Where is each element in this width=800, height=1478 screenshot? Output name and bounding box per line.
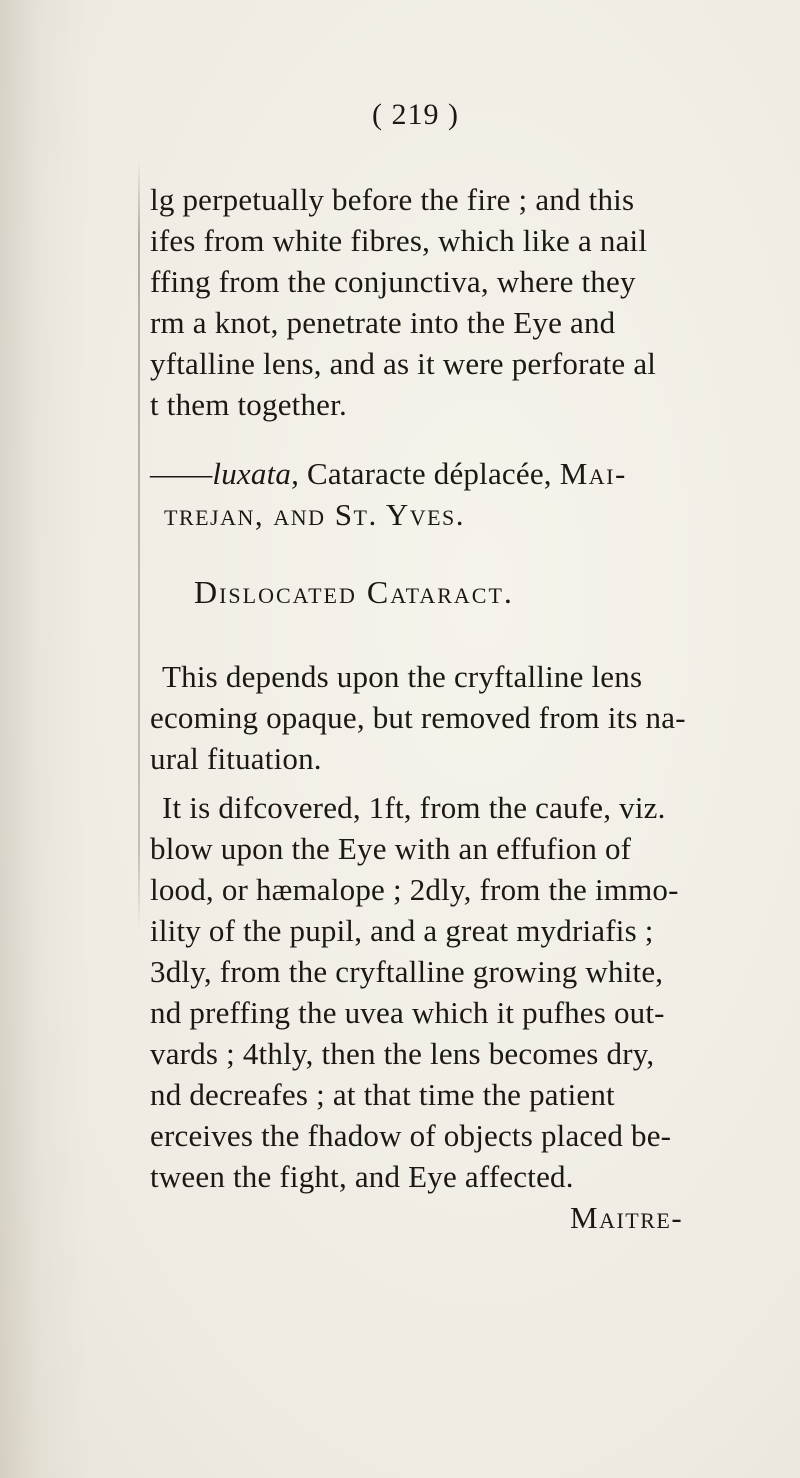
text-line-11: ecoming opaque, but removed from its na-: [150, 700, 686, 735]
text-line-21: erceives the fhadow of objects placed be-: [150, 1118, 672, 1153]
text-line-10: This depends upon the cryftalline lens: [162, 659, 643, 694]
text-line-4: rm a knot, penetrate into the Eye and: [150, 305, 616, 340]
text-line-8: trejan, and St. Yves.: [164, 497, 466, 532]
text-line-15: lood, or hæmalope ; 2dly, from the immo-: [150, 872, 679, 907]
text-line-2: ifes from white fibres, which like a nail: [150, 223, 648, 258]
text-line-6: t them together.: [150, 387, 347, 422]
text-line-17: 3dly, from the cryftalline growing white,: [150, 954, 664, 989]
text-line-13: It is difcovered, 1ft, from the caufe, viz.: [162, 790, 666, 825]
text-line-5: yftalline lens, and as it were perforate al: [150, 346, 657, 381]
text-line-20: nd decreafes ; at that time the patient: [150, 1077, 615, 1112]
text-line-22: tween the fight, and Eye affected.: [150, 1159, 574, 1194]
text-line-14: blow upon the Eye with an effufion of: [150, 831, 632, 866]
section-heading: Dislocated Cataract.: [194, 574, 514, 610]
latin-term: luxata,: [212, 456, 300, 491]
page-gutter-shadow: [138, 160, 140, 930]
author-name-fragment: Mai-: [559, 456, 627, 491]
text-line-3: ffing from the conjunctiva, where they: [150, 264, 636, 299]
text-line-16: ility of the pupil, and a great mydriafis ;: [150, 913, 654, 948]
page-number: ( 219 ): [372, 98, 459, 131]
text-line-1: lg perpetually before the fire ; and this: [150, 182, 635, 217]
text-line-12: ural fituation.: [150, 741, 322, 776]
catchword: Maitre-: [570, 1200, 684, 1235]
text-line-18: nd preffing the uvea which it pufhes out-: [150, 995, 665, 1030]
text-line-19: vards ; 4thly, then the lens becomes dry,: [150, 1036, 655, 1071]
text-line-7: ——luxata, Cataracte déplacée, Mai-: [150, 456, 627, 491]
